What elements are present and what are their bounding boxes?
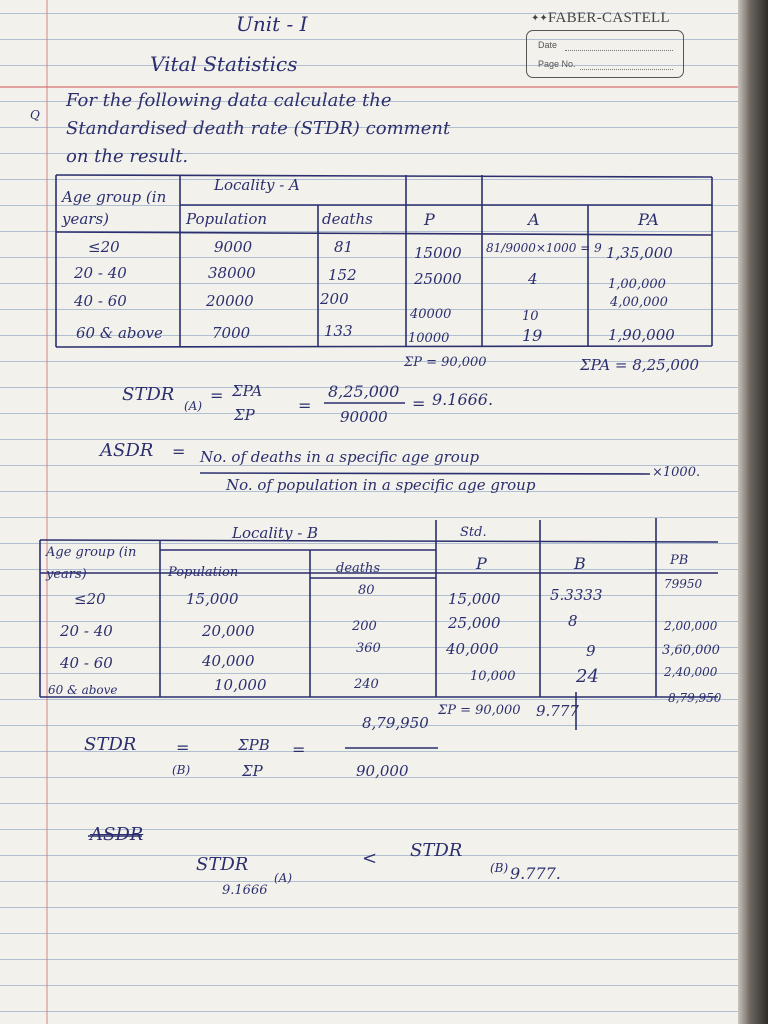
table-a-cell: 1,90,000 [608,326,675,344]
comparison-lhs: STDR [196,854,249,875]
table-a-cell: 200 [320,290,349,308]
table-b-header-p: P [476,554,487,573]
table-a-header-age: Age group (in years) [62,188,167,228]
table-b-cell: 10,000 [214,676,267,694]
comparison-operator: < [362,848,378,869]
question-line-3: on the result. [66,146,189,167]
stdr-b-subscript: (B) [172,763,191,777]
stdr-a-numerator: 8,25,000 [328,382,400,401]
notebook-binding-edge [738,0,768,1024]
page-title: Vital Statistics [150,52,298,76]
table-a-sum-pa: ΣPA = 8,25,000 [580,356,700,374]
question-marker: Q [30,108,40,122]
question-line-2: Standardised death rate (STDR) comment [66,118,451,139]
brand-name: FABER-CASTELL [548,10,670,26]
stdr-b-frac-den: ΣP [242,762,263,780]
stdr-a-equals: = [210,386,224,405]
table-a-cell: 38000 [208,264,256,282]
table-a-header-deaths: deaths [322,210,373,228]
table-a-cell: 10 [522,309,539,324]
table-b-cell: 15,000 [186,590,239,608]
table-b-cell: 20,000 [202,622,255,640]
comparison-rhs-subscript: (B) [490,861,509,875]
table-a-cell: 4 [528,270,538,288]
table-a-cell: 25000 [414,270,462,288]
table-a-cell: 152 [328,266,357,284]
table-b-header-age: Age group (in years) [46,545,137,582]
table-b-cell: 40 - 60 [60,654,113,672]
table-a-cell: 1,00,000 [608,277,666,292]
asdr-multiplier: ×1000. [652,465,701,480]
table-b-cell: 10,000 [470,669,516,684]
stdr-a-frac-den: ΣP [234,406,255,424]
asdr-numerator: No. of deaths in a specific age group [200,448,480,466]
table-b-std-header: Std. [460,525,487,540]
comparison-rhs: STDR [410,840,463,861]
table-b-header-pb: PB [670,553,689,568]
table-b-cell: 40,000 [202,652,255,670]
table-b-cell: 20 - 40 [60,622,113,640]
notebook-page: ✦✦ FABER-CASTELL Date Page No. Unit - I Vital Statistics Q For the following data calculate the Standardised death rate (STDR) comment on the result. Locality - A Age group (in years) Population deaths P A PA ≤20 9000 81 15000 81/9000×1000 = 9 1,35,000 20 - 40 38000 152 25000 4 1,00,000 40 - 60 20000 200 40000 10 4,00,000 60 & above 7000 133 10000 19 1,90,000 ΣP = 90,000 ΣPA = 8,25,000 STDR (A) = ΣPA ΣP = 8,25,000 90000 = 9.1666. ASDR = No. of deaths in a specific age group No. of population in a specific age group ×1000. Locality - B Std. Age group (in years) Population deaths P B PB ≤20 15,000 80 15,000 5.3333 79950 20 - 40 20,000 200 25,000 8 2,00,000 40 - 60 40,000 360 40,000 9 3,60,000 60 & above 10,000 240 10,000 24 2,40,000 ΣP = 90,000 8,79,950 STDR (B) = ΣPB ΣP = 8,79,950 90,000 9.777 ASDR STDR (A) 9.1666 < STDR (B) 9.777. [0,0,738,1024]
table-a-cell: 133 [324,322,353,340]
table-a-cell: 19 [522,326,543,345]
table-b-sum-p: ΣP = 90,000 [438,703,521,718]
comparison-lhs-value: 9.1666 [222,883,268,898]
stdr-a-frac-num: ΣPA [232,382,263,400]
question-line-1: For the following data calculate the [66,90,392,111]
table-a-cell: 4,00,000 [610,295,668,310]
asdr-lhs: ASDR [100,440,154,461]
table-b-cell: 5.3333 [550,586,603,604]
table-b-cell: 240 [354,677,379,692]
table-b-cell: 24 [576,666,599,687]
table-b-cell: 2,00,000 [664,619,718,633]
table-a-group-header: Locality - A [214,176,300,194]
table-b-cell: 60 & above [48,683,118,697]
table-b-cell: 80 [358,583,375,598]
table-b-cell: 79950 [664,577,703,591]
stdr-a-equals-3: = [412,394,426,413]
table-a-cell: 1,35,000 [606,244,673,262]
table-b-cell: 40,000 [446,640,499,658]
stdr-b-numerator: 8,79,950 [362,714,429,732]
table-a-cell: 60 & above [76,324,163,342]
date-label: Date [538,40,558,50]
struck-asdr: ASDR [90,824,144,845]
table-a-cell: 10000 [408,331,450,346]
table-b-header-b: B [574,554,586,573]
table-b-cell: 8 [568,612,578,630]
table-b-cell: 25,000 [448,614,501,632]
table-a-cell: 9000 [214,238,253,256]
table-a-cell: 40000 [410,307,452,322]
table-a-cell: 15000 [414,244,462,262]
stdr-a-denominator: 90000 [340,408,388,426]
table-a-cell: 7000 [212,324,251,342]
stdr-b-frac-num: ΣPB [238,736,270,754]
table-b-cell: 200 [352,619,377,634]
table-b-header-deaths: deaths [336,561,381,576]
table-b-group-header: Locality - B [232,524,319,542]
stdr-a-result: 9.1666. [432,390,494,409]
table-a-cell: 81/9000×1000 = 9 [486,241,602,255]
stdr-b-lhs: STDR [84,734,137,755]
unit-heading: Unit - I [236,12,308,36]
table-a-header-a: A [528,210,540,229]
table-b-header-population: Population [168,565,239,580]
table-a-cell: 81 [334,238,354,256]
comparison-lhs-subscript: (A) [274,871,293,885]
stdr-a-subscript: (A) [184,399,203,413]
stdr-a-equals-2: = [298,396,312,415]
comparison-rhs-value: 9.777. [510,864,561,883]
table-b-cell: 3,60,000 [662,643,720,658]
table-b-cell: 9 [586,642,596,660]
table-b-cell: ≤20 [74,590,106,608]
stdr-b-denominator: 90,000 [356,762,409,780]
stdr-a-lhs: STDR [122,384,175,405]
table-b-cell: 2,40,000 [664,665,718,679]
table-a-cell: 20000 [206,292,254,310]
table-a-cell: 20 - 40 [74,264,127,282]
table-a-cell: ≤20 [88,238,120,256]
page-no-label: Page No. [538,59,576,69]
table-a-sum-p: ΣP = 90,000 [404,355,487,370]
asdr-denominator: No. of population in a specific age group [226,476,536,494]
table-b-sum-pb: 8,79,950 [668,691,722,705]
brand-logo-icon: ✦✦ [531,13,548,24]
table-b-cell: 15,000 [448,590,501,608]
table-a-header-population: Population [186,210,268,228]
table-a-header-pa: PA [638,210,659,229]
table-a-header-p: P [424,210,435,229]
table-a-cell: 40 - 60 [74,292,127,310]
table-b-cell: 360 [356,641,381,656]
stdr-b-result: 9.777 [536,702,579,720]
